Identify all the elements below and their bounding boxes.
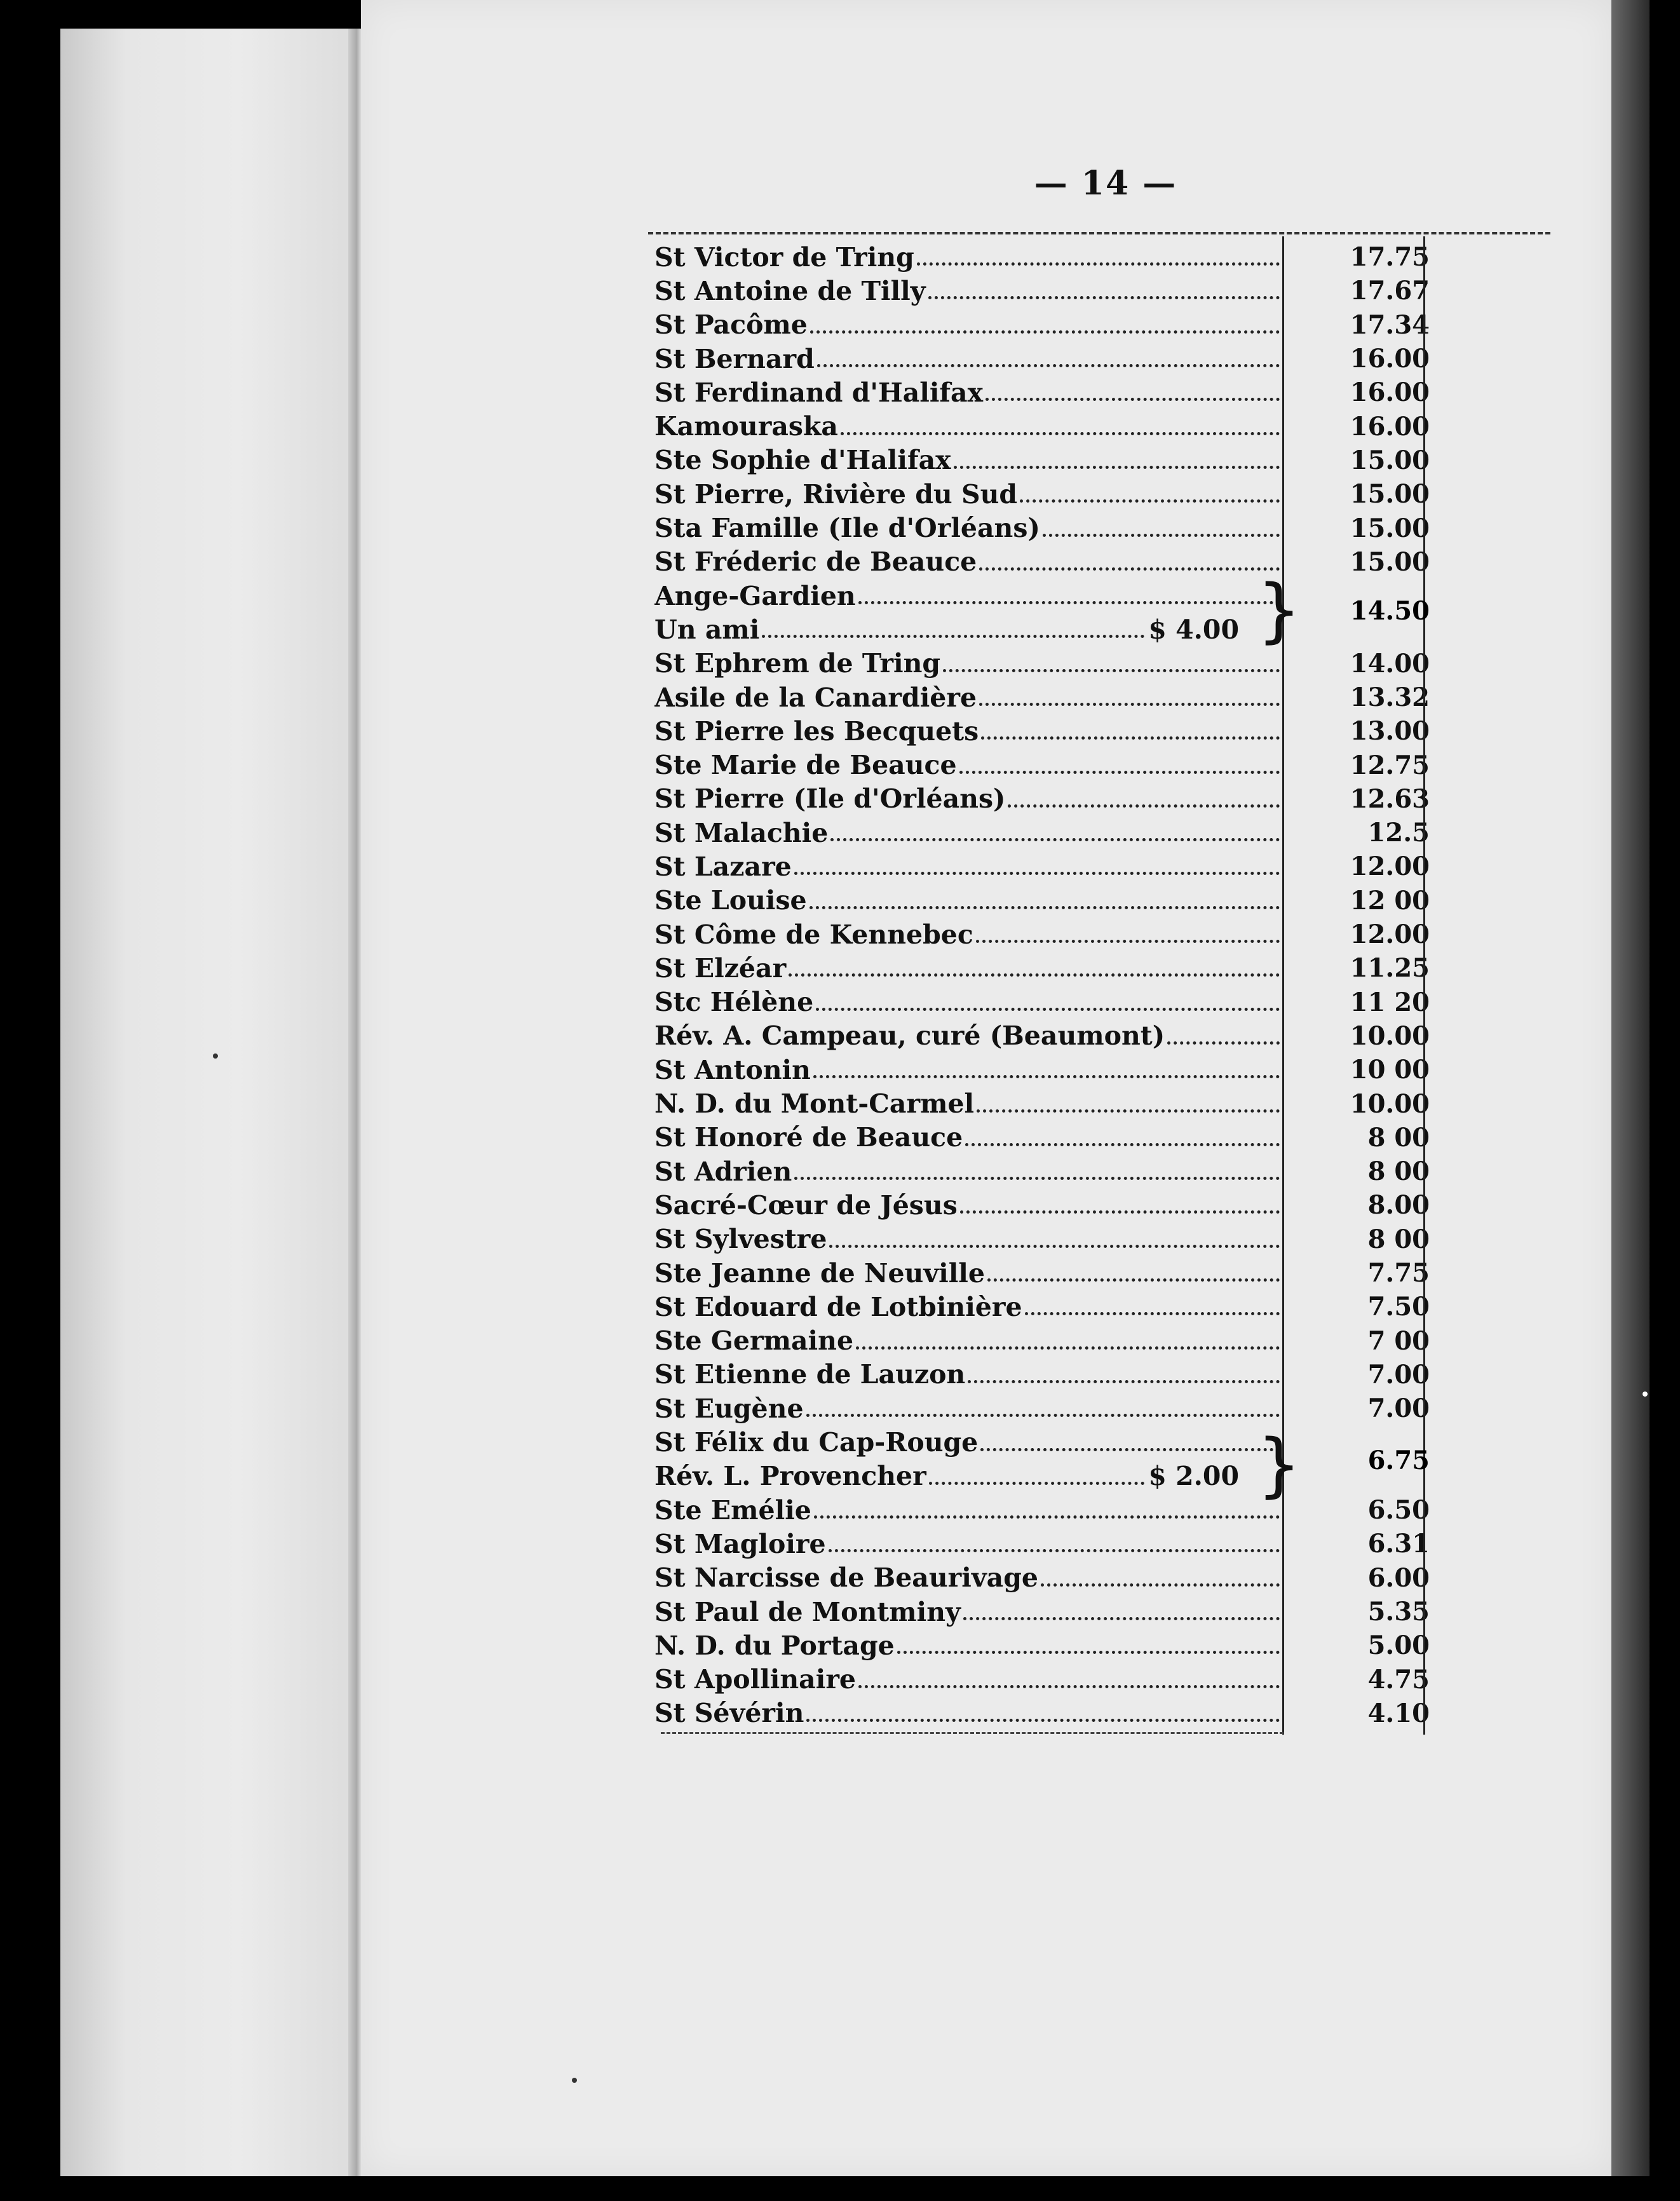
ledger-row [654,1425,1417,1459]
dot-leader [968,1380,1280,1383]
parish-name-cell [654,1629,1284,1662]
amount-cell: 15.00 [1350,546,1430,577]
parish-name-cell [654,1358,1284,1392]
parish-name-cell [654,1459,1284,1493]
amount-cell: 16.00 [1350,377,1430,408]
ledger-row [654,1527,1430,1561]
parish-name-cell [654,477,1284,511]
parish-name-cell [654,1662,1284,1696]
scan-border-left [0,0,60,2201]
ledger-row [654,1392,1430,1425]
dot-leader [1020,499,1280,503]
dot-leader [829,1245,1280,1248]
parish-name: St Fréderic de Beauce [654,546,977,578]
parish-name-cell [654,1053,1284,1087]
amount-cell: 15.00 [1350,479,1430,510]
parish-name-cell [654,1087,1284,1120]
ledger-row [654,1155,1430,1188]
parish-name-cell [654,545,1284,579]
parish-name: Ste Germaine [654,1325,854,1357]
dot-leader [960,1210,1280,1214]
sub-amount: $ 4.00 [1148,614,1239,645]
dot-leader [858,601,1280,604]
dot-leader [954,466,1280,469]
parish-name: St Honoré de Beauce [654,1122,963,1153]
amount-cell: 14.00 [1350,648,1430,679]
parish-name-cell [654,1188,1284,1222]
combined-total-amount: 6.75 [1367,1446,1430,1475]
amount-cell: 11.25 [1350,953,1430,984]
parish-name-cell [654,308,1284,342]
dot-leader [1025,1312,1280,1315]
scan-speck [1643,1392,1648,1397]
parish-name: St Pierre, Rivière du Sud [654,478,1018,510]
ledger-row [654,647,1430,681]
parish-name-cell [654,579,1284,613]
parish-name: Ste Emélie [654,1494,811,1526]
parish-name-cell [654,681,1284,714]
parish-name: St Bernard [654,343,815,374]
parish-name-cell [654,274,1284,308]
parish-name: St Pierre les Becquets [654,715,979,747]
dot-leader [979,567,1280,571]
dot-leader [980,1448,1280,1451]
parish-name: St Antoine de Tilly [654,275,926,306]
amount-cell: 7.00 [1367,1359,1430,1390]
ledger-row [654,748,1430,782]
dot-leader [814,1515,1280,1519]
parish-name-cell [654,240,1284,274]
parish-name-cell [654,918,1284,951]
parish-name: Sacré-Cœur de Jésus [654,1189,958,1221]
dot-leader [858,1685,1280,1688]
parish-name: St Sylvestre [654,1224,827,1255]
parish-name: St Pacôme [654,309,808,341]
parish-name: St Félix du Cap-Rouge [654,1427,979,1458]
ledger-row [654,579,1417,613]
parish-name-cell [654,1155,1284,1188]
amount-cell: 4.10 [1367,1698,1430,1728]
amount-cell: 13.00 [1350,716,1430,747]
parish-name-cell [654,782,1284,816]
ledger-row [654,1121,1430,1155]
parish-name-cell [654,613,1284,646]
dot-leader [841,432,1280,435]
dot-leader [943,669,1280,672]
parish-name: St Narcisse de Beaurivage [654,1562,1038,1594]
ledger-row [654,376,1430,409]
amount-cell: 12.63 [1350,783,1430,814]
amount-cell: 15.00 [1350,445,1430,475]
parish-name-cell [654,1290,1284,1324]
parish-name-cell [654,748,1284,782]
ledger-row [654,1493,1430,1527]
previous-page-edge [60,29,359,2179]
dot-leader [789,973,1280,977]
ledger-row [654,1290,1430,1324]
parish-name: Rév. A. Campeau, curé (Beaumont) [654,1020,1165,1052]
parish-name-cell [654,985,1284,1019]
amount-cell: 7.50 [1367,1292,1430,1322]
dot-leader [976,940,1280,943]
dot-leader [1167,1041,1280,1045]
ledger-row [654,240,1430,274]
parish-name: Un ami [654,614,760,645]
parish-name: St Paul de Montminy [654,1596,961,1627]
parish-name-cell [654,1595,1284,1629]
ledger-row [654,444,1430,477]
ledger-row [654,884,1430,918]
parish-name: N. D. du Mont-Carmel [654,1088,975,1120]
amount-cell: 11 20 [1350,987,1430,1017]
parish-name-cell [654,884,1284,918]
parish-name-cell [654,444,1284,477]
ledger-row [654,782,1430,816]
amount-cell: 8 00 [1367,1224,1430,1254]
parish-name-cell [654,1493,1284,1527]
bottom-rule [661,1732,1284,1734]
parish-name-cell [654,816,1284,850]
dot-leader [897,1651,1280,1654]
amount-cell: 17.75 [1350,242,1430,273]
top-rule [648,232,1550,234]
amount-cell: 5.00 [1367,1630,1430,1661]
dot-leader [810,330,1280,334]
parish-name: St Côme de Kennebec [654,919,973,950]
dot-leader [917,262,1280,266]
ledger-row [654,985,1430,1019]
amount-cell: 16.00 [1350,344,1430,374]
parish-name-cell [654,1222,1284,1256]
parish-name-cell [654,850,1284,883]
dot-leader [986,398,1280,401]
dot-leader [794,872,1280,875]
parish-name: St Antonin [654,1054,811,1085]
parish-name: St Magloire [654,1528,826,1559]
dot-leader [977,1109,1280,1113]
parish-name: St Ephrem de Tring [654,648,941,679]
parish-name: Stc Hélène [654,987,814,1018]
scan-border-bottom [0,2176,1680,2201]
amount-cell: 7.00 [1367,1393,1430,1424]
dot-leader [959,771,1280,774]
amount-cell: 7 00 [1367,1325,1430,1356]
ledger-row [654,850,1430,883]
ledger-row [654,1324,1430,1358]
dot-leader [965,1143,1280,1146]
ledger-row [654,714,1430,748]
amount-cell: 13.32 [1350,682,1430,712]
page-gutter [348,29,362,2179]
parish-name-cell [654,1392,1284,1425]
parish-name: Ste Louise [654,885,807,916]
amount-cell: 7.75 [1367,1258,1430,1289]
amount-cell: 17.67 [1350,276,1430,306]
amount-cell: 4.75 [1367,1664,1430,1695]
parish-name: Asile de la Canardière [654,682,977,713]
parish-name: St Victor de Tring [654,241,914,273]
amount-cell: 10.00 [1350,1088,1430,1119]
dot-leader [806,1719,1280,1722]
parish-name: St Edouard de Lotbinière [654,1291,1022,1322]
dot-leader [929,1482,1145,1485]
scan-speck [213,1053,218,1059]
ledger-row [654,342,1430,376]
dot-leader [1043,534,1280,537]
ledger-row [654,1256,1430,1290]
parish-name-cell [654,1019,1284,1053]
amount-cell: 5.35 [1367,1597,1430,1627]
amount-cell: 8 00 [1367,1122,1430,1153]
parish-name-cell [654,1324,1284,1358]
parish-name: St Lazare [654,851,792,882]
parish-name-cell [654,1696,1284,1730]
dot-leader [829,1549,1280,1552]
dot-leader [979,703,1280,706]
ledger-row [654,816,1430,850]
amount-cell: 8.00 [1367,1190,1430,1221]
ledger-row [654,1188,1430,1222]
ledger-row [654,1019,1430,1053]
column-rule-left [1282,236,1284,1735]
dot-leader [1041,1583,1280,1587]
page-right-edge [1611,0,1650,2179]
parish-name: Ste Jeanne de Neuville [654,1257,985,1289]
parish-name: St Pierre (Ile d'Orléans) [654,783,1006,815]
amount-cell: 6.00 [1367,1562,1430,1593]
parish-name-cell [654,951,1284,985]
parish-name-cell [654,1425,1284,1459]
ledger-row [654,918,1430,951]
amount-cell: 17.34 [1350,309,1430,340]
amount-cell: 12.00 [1350,851,1430,882]
scan-speck [572,2078,577,2083]
amount-cell: 8 00 [1367,1156,1430,1187]
parish-name: St Adrien [654,1156,792,1187]
ledger-row [654,1459,1417,1493]
parish-name: St Apollinaire [654,1664,857,1695]
amount-cell: 12.5 [1367,818,1430,848]
parish-name: St Eugène [654,1393,804,1424]
column-rule-right [1423,236,1425,1735]
ledger-row [654,1595,1430,1629]
ledger-row [654,477,1430,511]
ledger-row [654,1662,1430,1696]
ledger-row [654,613,1417,646]
parish-name: Kamouraska [654,411,838,442]
amount-cell: 12 00 [1350,885,1430,916]
parish-name-cell [654,409,1284,443]
amount-cell: 6.31 [1367,1529,1430,1559]
ledger-row [654,1696,1430,1730]
dot-leader [762,635,1144,638]
ledger-row [654,545,1430,579]
dot-leader [981,736,1280,740]
parish-name-cell [654,511,1284,545]
scan-border-right [1650,0,1680,2201]
dot-leader [963,1617,1280,1620]
ledger-row [654,1629,1430,1662]
parish-name-cell [654,342,1284,376]
combined-total-amount: 14.50 [1350,596,1430,626]
dot-leader [856,1346,1280,1350]
dot-leader [816,1008,1280,1011]
ledger-row [654,1561,1430,1595]
parish-name-cell [654,1256,1284,1290]
parish-name: Sta Famille (Ile d'Orléans) [654,513,1040,544]
dot-leader [830,838,1280,841]
dot-leader [794,1177,1280,1180]
dot-leader [928,296,1280,299]
brace-icon: } [1257,569,1301,651]
parish-name: St Sévérin [654,1698,804,1729]
ledger-row [654,308,1430,342]
amount-cell: 6.50 [1367,1495,1430,1526]
parish-name: Ste Marie de Beauce [654,750,957,781]
parish-name-cell [654,1121,1284,1155]
dot-leader [813,1075,1280,1078]
parish-name-cell [654,1527,1284,1561]
ledger-row [654,409,1430,443]
parish-name: St Etienne de Lauzon [654,1359,966,1390]
amount-cell: 10 00 [1350,1055,1430,1085]
parish-name-cell [654,714,1284,748]
parish-name: Rév. L. Provencher [654,1461,926,1492]
ledger-row [654,274,1430,308]
amount-cell: 15.00 [1350,513,1430,543]
parish-name: St Elzéar [654,952,787,984]
parish-name: N. D. du Portage [654,1630,895,1661]
parish-name-cell [654,376,1284,409]
dot-leader [1008,804,1280,808]
parish-name: St Ferdinand d'Halifax [654,377,984,408]
ledger-row [654,1053,1430,1087]
dot-leader [810,906,1280,909]
parish-name: Ange-Gardien [654,580,856,611]
dot-leader [987,1278,1280,1282]
dot-leader [806,1414,1280,1417]
amount-cell: 12.00 [1350,919,1430,950]
amount-cell: 12.75 [1350,750,1430,780]
page-number: — 14 — [1034,164,1177,203]
ledger-row [654,951,1430,985]
parish-name: St Malachie [654,817,829,848]
ledger-row [654,681,1430,714]
brace-icon: } [1257,1424,1301,1505]
ledger-row [654,1087,1430,1120]
sub-amount: $ 2.00 [1148,1461,1239,1492]
parish-name-cell [654,647,1284,681]
ledger-row [654,511,1430,545]
dot-leader [817,364,1280,367]
amount-cell: 10.00 [1350,1020,1430,1051]
parish-name: Ste Sophie d'Halifax [654,445,951,476]
ledger-row [654,1222,1430,1256]
contribution-ledger [654,240,1430,1730]
parish-name-cell [654,1561,1284,1595]
amount-cell: 16.00 [1350,411,1430,442]
ledger-row [654,1358,1430,1392]
